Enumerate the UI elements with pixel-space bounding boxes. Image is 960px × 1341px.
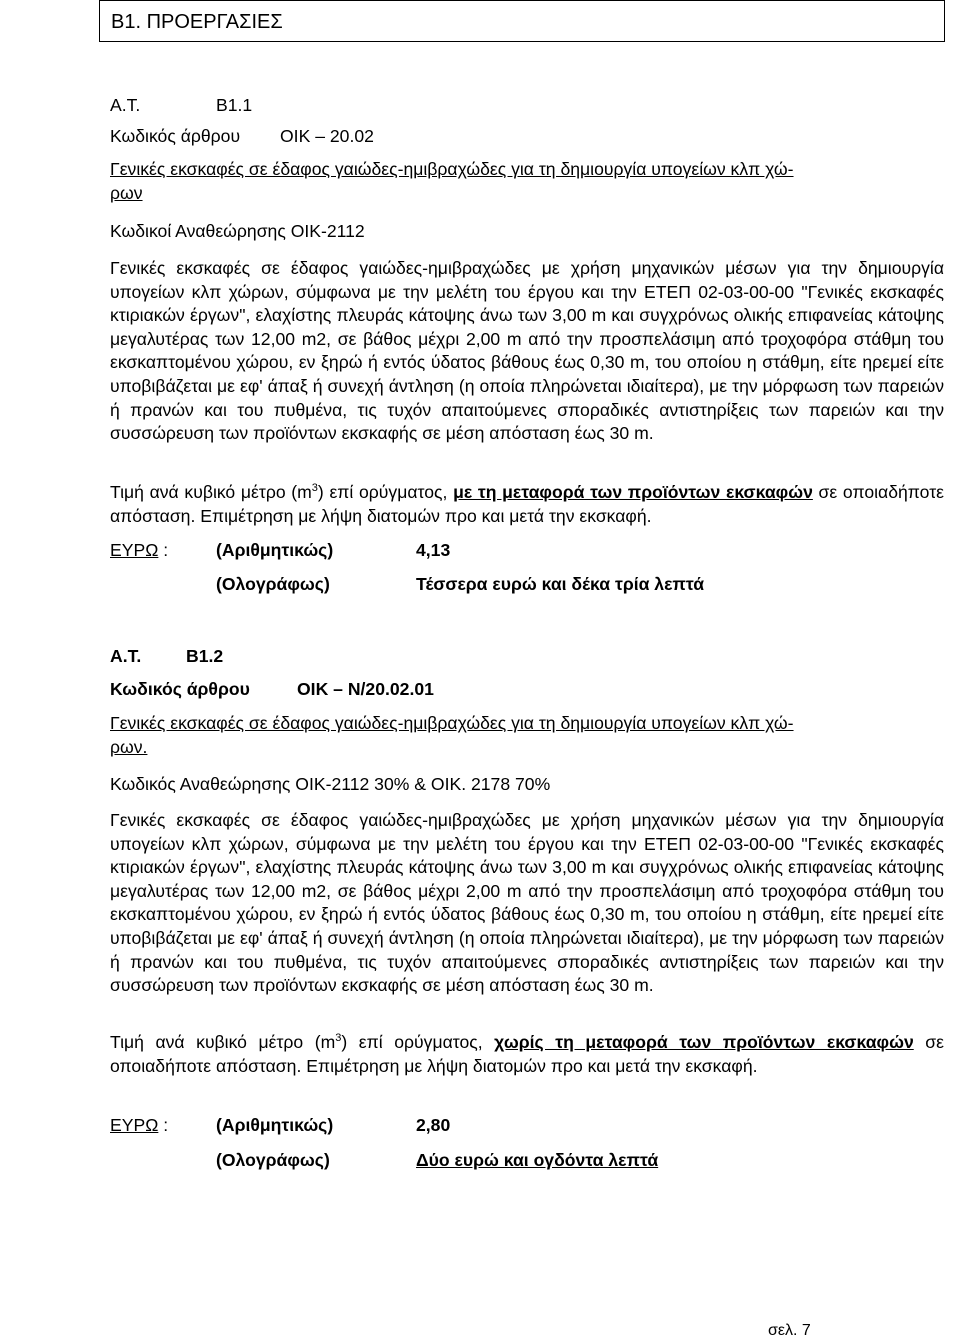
transport-condition: χωρίς τη μεταφορά των προϊόντων εκσκαφών <box>494 1032 914 1052</box>
price-statement: Τιμή ανά κυβικό μέτρο $(m^3)$ επί ορύγματος, με τη μεταφορά των προϊόντων εκσκαφών σε οποιαδήποτε απόσταση. Επιμέτρηση με λήψη διατομών προ και μετά την εκσκαφή. <box>110 482 944 526</box>
price-words: Τέσσερα ευρώ και δέκα τρία λεπτά <box>416 574 705 594</box>
article-number-row <box>110 644 223 668</box>
article-description: Γενικές εκσκαφές σε έδαφος γαιώδες-ημιβραχώδες με χρήση μηχανικών μέσων για την δημιουργία υπογείων κλπ χώρων, σύμφωνα με την μελέτη του έργου και την ΕΤΕΠ 02-03-00-00 "Γενικές εκσκαφές κτιριακών έργων", ελαχίστης πλευράς κάτοψης άνω των 3,00 m και συγχρόνως ολικής επιφανείας κάτοψης μεγαλυτέρας των 12,00 m2, σε βάθος μέχρι 2,00 m από την προσπελάσιμη από τροχοφόρα στάθμη του εκσκαπτομένου χώρου, εν ξηρώ ή εντός ύδατος βάθους έως 0,30 m, του οποίου η στάθμη, είτε ηρεμεί είτε υποβιβάζεται με εφ' άπαξ ή συνεχή άντληση (η οποία πληρώνεται ιδιαίτερα), με την μόρφωση των παρειών ή πρανών και του πυθμένα, τις τυχόν απαιτούμενες σποραδικές αντιστηρίξεις των παρειών και την συσσώρευση των προϊόντων εκσκαφής σε μέση απόσταση έως 30 m. <box>110 810 944 996</box>
section-header <box>99 0 945 42</box>
price-numeric: 4,13 <box>416 540 451 560</box>
euro-label: ΕΥΡΩ <box>110 540 159 560</box>
revision-codes: Κωδικός Αναθεώρησης ΟΙΚ-2112 30% & ΟΙΚ. 2178 70% <box>110 774 551 794</box>
revision-codes: Κωδικοί Αναθεώρησης ΟΙΚ-2112 <box>110 221 365 241</box>
at-label: Α.Τ. <box>110 646 142 666</box>
at-label: Α.Τ. <box>110 95 141 115</box>
article-code-row <box>110 124 374 148</box>
article-title-line: Γενικές εκσκαφές σε έδαφος γαιώδες-ημιβραχώδες για τη δημιουργία υπογείων κλπ χώ- <box>110 713 794 733</box>
at-value: Β1.2 <box>186 646 224 666</box>
price-words-row <box>110 572 704 596</box>
article-title-line: Γενικές εκσκαφές σε έδαφος γαιώδες-ημιβραχώδες για τη δημιουργία υπογείων κλπ χώ- <box>110 159 794 179</box>
words-label: (Ολογράφως) <box>216 1150 330 1170</box>
numeric-label: (Αριθμητικώς) <box>216 540 334 560</box>
price-words-row <box>110 1148 658 1172</box>
code-value: ΟΙΚ – Ν/20.02.01 <box>297 679 434 699</box>
code-label: Κωδικός άρθρου <box>110 126 241 146</box>
price-words: Δύο ευρώ και ογδόντα λεπτά <box>416 1150 659 1170</box>
at-value: Β1.1 <box>216 95 253 115</box>
article-description: Γενικές εκσκαφές σε έδαφος γαιώδες-ημιβραχώδες με χρήση μηχανικών μέσων για την δημιουργία υπογείων κλπ χώρων, σύμφωνα με την μελέτη του έργου και την ΕΤΕΠ 02-03-00-00 "Γενικές εκσκαφές κτιριακών έργων", ελαχίστης πλευράς κάτοψης άνω των 3,00 m και συγχρόνως ολικής επιφανείας κάτοψης μεγαλυτέρας των 12,00 m2, σε βάθος μέχρι 2,00 m από την προσπελάσιμη από τροχοφόρα στάθμη του εκσκαπτομένου χώρου, εν ξηρώ ή εντός ύδατος βάθους έως 0,30 m, του οποίου η στάθμη, είτε ηρεμεί είτε υποβιβάζεται με εφ' άπαξ ή συνεχή άντληση (η οποία πληρώνεται ιδιαίτερα), με την μόρφωση των παρειών ή πρανών και του πυθμένα, τις τυχόν απαιτούμενες σποραδικές αντιστηρίξεις των παρειών και την συσσώρευση των προϊόντων εκσκαφής σε μέση απόσταση έως 30 m. <box>110 258 944 444</box>
numeric-label: (Αριθμητικώς) <box>216 1115 334 1135</box>
code-label: Κωδικός άρθρου <box>110 679 250 699</box>
price-numeric: 2,80 <box>416 1115 451 1135</box>
price-numeric-row: ΕΥΡΩ : (Αριθμητικώς) 2,80 <box>110 1115 451 1135</box>
euro-label: ΕΥΡΩ <box>110 1115 159 1135</box>
article-title-line: ρων. <box>110 737 148 757</box>
article-code-row <box>110 677 434 701</box>
price-numeric-row: ΕΥΡΩ : (Αριθμητικώς) 4,13 <box>110 540 451 560</box>
article-title-line: ρων <box>110 183 143 203</box>
transport-condition: με τη μεταφορά των προϊόντων εκσκαφών <box>453 482 813 502</box>
page-number: σελ. 7 <box>768 1322 811 1339</box>
price-statement: Τιμή ανά κυβικό μέτρο $(m^3)$ επί ορύγματος, χωρίς τη μεταφορά των προϊόντων εκσκαφών σε οποιαδήποτε απόσταση. Επιμέτρηση με λήψη διατομών προ και μετά την εκσκαφή. <box>110 1032 944 1076</box>
section-title: Β1. ΠΡΟΕΡΓΑΣΙΕΣ <box>111 11 283 33</box>
code-value: ΟΙΚ – 20.02 <box>280 126 374 146</box>
article-number-row <box>110 93 252 117</box>
words-label: (Ολογράφως) <box>216 574 330 594</box>
